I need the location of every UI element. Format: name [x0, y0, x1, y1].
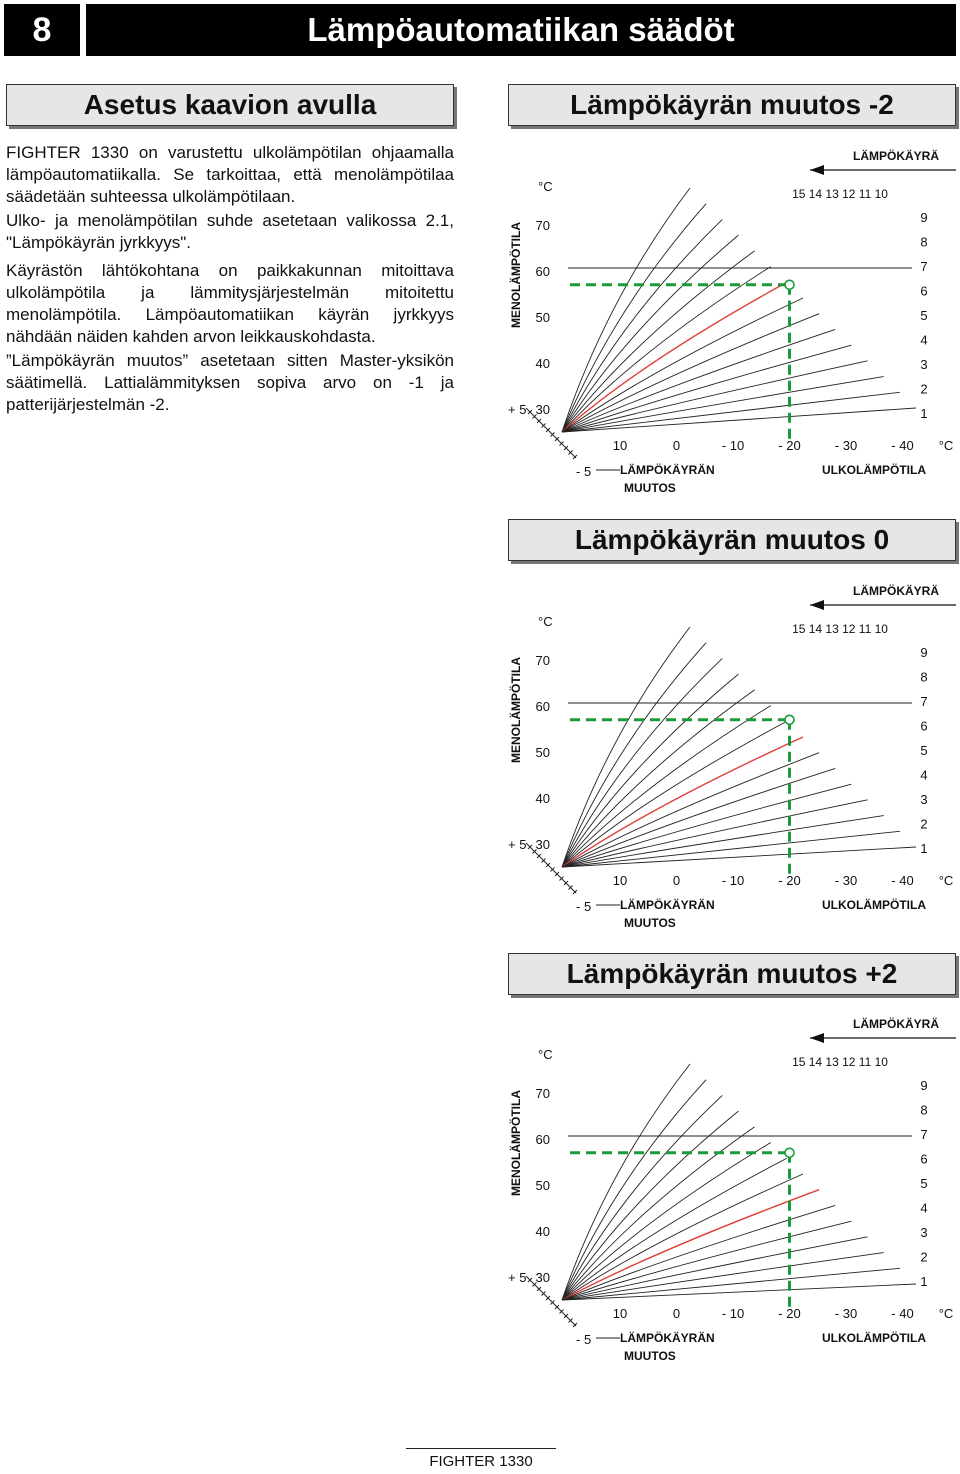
- x-tick-label: - 40: [891, 1306, 914, 1321]
- y-tick-label: 60: [535, 1132, 550, 1147]
- offset-minus-label: - 5: [576, 899, 592, 914]
- chart-title-2: Lämpökäyrän muutos 0: [508, 519, 956, 561]
- x-tick-label: - 20: [778, 1306, 801, 1321]
- side-curve-number: 7: [920, 1127, 928, 1142]
- heat-curve-7: [562, 753, 819, 867]
- offset-label-2: MUUTOS: [624, 481, 676, 495]
- offset-label-2: MUUTOS: [624, 916, 676, 930]
- side-curve-number: 5: [920, 743, 928, 758]
- offset-scale-line: [526, 1276, 576, 1326]
- curve-arrow-head: [810, 165, 824, 175]
- offset-label-1: LÄMPÖKÄYRÄN: [620, 463, 715, 477]
- chapter-number: 8: [4, 4, 80, 56]
- side-curve-number: 6: [920, 1151, 928, 1167]
- x-tick-label: - 10: [721, 1306, 745, 1321]
- top-curve-numbers: 15 14 13 12 11 10: [792, 187, 888, 201]
- x-tick-label: - 20: [778, 873, 801, 888]
- y-tick-label: 30: [535, 1270, 550, 1285]
- x-tick-label: - 30: [834, 873, 858, 888]
- side-curve-number: 2: [920, 381, 928, 397]
- x-tick-label: - 40: [891, 438, 914, 453]
- y-tick-label: 70: [535, 653, 550, 668]
- heat-curve-chart-3: [500, 1008, 960, 1368]
- side-curve-number: 2: [920, 816, 928, 832]
- x-axis-label: ULKOLÄMPÖTILA: [822, 898, 926, 912]
- heat-curve-7: [562, 314, 819, 432]
- side-curve-number: 1: [920, 841, 928, 856]
- x-tick-label: 10: [612, 1306, 628, 1321]
- chart-title-1: Lämpökäyrän muutos -2: [508, 84, 956, 126]
- section-title: Asetus kaavion avulla: [6, 84, 454, 126]
- side-curve-number: 6: [920, 718, 928, 734]
- y-axis-label: MENOLÄMPÖTILA: [509, 657, 523, 763]
- curve-label: LÄMPÖKÄYRÄ: [853, 149, 939, 163]
- marked-point: [785, 715, 794, 724]
- offset-minus-label: - 5: [576, 1332, 592, 1347]
- y-unit: °C: [538, 614, 553, 629]
- y-tick-label: 50: [535, 745, 550, 760]
- y-tick-label: 40: [535, 791, 550, 806]
- y-unit: °C: [538, 1047, 553, 1062]
- heat-curve-4: [562, 1237, 868, 1300]
- x-tick-label: 0: [672, 1306, 681, 1321]
- heat-curve-10: [562, 267, 771, 432]
- offset-scale-line: [526, 843, 576, 893]
- offset-minus-label: - 5: [576, 464, 592, 479]
- x-unit: °C: [938, 873, 954, 888]
- paragraph-curve: Käyrästön lähtökohtana on paikkakunnan mitoittava ulkolämpötila ja lämmitysjärjestelmän mitoitettu menolämpötila. Lämpöautomatiikan käyrän jyrkkyys nähdään näiden kahden arvon leikkauskohdasta.: [6, 261, 454, 346]
- x-unit: °C: [938, 438, 954, 453]
- x-tick-label: 0: [672, 438, 681, 453]
- offset-label-1: LÄMPÖKÄYRÄN: [620, 898, 715, 912]
- marked-point: [785, 1148, 794, 1157]
- paragraph-menu: Ulko- ja menolämpötilan suhde asetetaan valikossa 2.1, "Lämpökäyrän jyrkkyys".: [6, 211, 454, 252]
- x-unit: °C: [938, 1306, 954, 1321]
- y-tick-label: 40: [535, 356, 550, 371]
- offset-label-2: MUUTOS: [624, 1349, 676, 1363]
- y-tick-label: 30: [535, 402, 550, 417]
- y-axis-label: MENOLÄMPÖTILA: [509, 222, 523, 328]
- side-curve-number: 9: [920, 1078, 928, 1093]
- y-tick-label: 30: [535, 837, 550, 852]
- side-curve-number: 3: [920, 792, 928, 807]
- x-tick-label: - 20: [778, 438, 801, 453]
- x-tick-label: 10: [612, 438, 628, 453]
- y-tick-label: 70: [535, 218, 550, 233]
- heat-curve-2: [562, 831, 900, 867]
- top-curve-numbers: 15 14 13 12 11 10: [792, 622, 888, 636]
- x-axis-label: ULKOLÄMPÖTILA: [822, 1331, 926, 1345]
- side-curve-number: 5: [920, 1176, 928, 1191]
- y-tick-label: 70: [535, 1086, 550, 1101]
- side-curve-number: 1: [920, 406, 928, 421]
- x-tick-label: 0: [672, 873, 681, 888]
- side-curve-number: 2: [920, 1249, 928, 1265]
- heat-curve-11: [562, 251, 755, 432]
- side-curve-number: 7: [920, 259, 928, 274]
- offset-plus-label: + 5: [508, 402, 527, 417]
- x-tick-label: - 30: [834, 1306, 858, 1321]
- side-curve-number: 9: [920, 210, 928, 225]
- x-axis-label: ULKOLÄMPÖTILA: [822, 463, 926, 477]
- x-tick-label: - 30: [834, 438, 858, 453]
- heat-curve-chart-2: [500, 575, 960, 935]
- side-curve-number: 4: [920, 332, 928, 348]
- x-tick-label: - 10: [721, 873, 745, 888]
- footer-model: FIGHTER 1330: [406, 1448, 556, 1473]
- heat-curve-12: [562, 1111, 738, 1300]
- side-curve-number: 4: [920, 767, 928, 783]
- paragraph-intro: FIGHTER 1330 on varustettu ulkolämpötilan ohjaamalla lämpöautomatiikalla. Se tarkoittaa, että menolämpötilaa säädetään suhteessa ulkolämpötilaan.: [6, 143, 454, 206]
- heat-curve-chart-1: [500, 140, 960, 500]
- curve-label: LÄMPÖKÄYRÄ: [853, 1017, 939, 1031]
- heat-curve-3: [562, 816, 884, 867]
- y-tick-label: 60: [535, 264, 550, 279]
- heat-curve-12: [562, 235, 738, 432]
- side-curve-number: 8: [920, 669, 928, 685]
- curve-arrow-head: [810, 600, 824, 610]
- chart-title-3: Lämpökäyrän muutos +2: [508, 953, 956, 995]
- x-tick-label: 10: [612, 873, 628, 888]
- y-unit: °C: [538, 179, 553, 194]
- y-axis-label: MENOLÄMPÖTILA: [509, 1090, 523, 1196]
- y-tick-label: 50: [535, 1178, 550, 1193]
- side-curve-number: 4: [920, 1200, 928, 1216]
- x-tick-label: - 40: [891, 873, 914, 888]
- side-curve-number: 8: [920, 1102, 928, 1118]
- marked-point: [785, 280, 794, 289]
- heat-curve-4: [562, 800, 868, 867]
- top-curve-numbers: 15 14 13 12 11 10: [792, 1055, 888, 1069]
- side-curve-number: 3: [920, 357, 928, 372]
- side-curve-number: 3: [920, 1225, 928, 1240]
- curve-arrow-head: [810, 1033, 824, 1043]
- side-curve-number: 5: [920, 308, 928, 323]
- side-curve-number: 6: [920, 283, 928, 299]
- chapter-title: Lämpöautomatiikan säädöt: [86, 4, 956, 56]
- y-tick-label: 50: [535, 310, 550, 325]
- offset-label-1: LÄMPÖKÄYRÄN: [620, 1331, 715, 1345]
- curve-label: LÄMPÖKÄYRÄ: [853, 584, 939, 598]
- x-tick-label: - 10: [721, 438, 745, 453]
- side-curve-number: 7: [920, 694, 928, 709]
- y-tick-label: 40: [535, 1224, 550, 1239]
- heat-curve-13: [562, 219, 722, 432]
- y-tick-label: 60: [535, 699, 550, 714]
- side-curve-number: 1: [920, 1274, 928, 1289]
- offset-plus-label: + 5: [508, 1270, 527, 1285]
- offset-scale-line: [526, 408, 576, 458]
- paragraph-offset: ”Lämpökäyrän muutos” asetetaan sitten Master-yksikön säätimellä. Lattialämmityksen sopiva arvo on -1 ja patterijärjestelmän -2.: [6, 351, 454, 414]
- offset-plus-label: + 5: [508, 837, 527, 852]
- side-curve-number: 9: [920, 645, 928, 660]
- side-curve-number: 8: [920, 234, 928, 250]
